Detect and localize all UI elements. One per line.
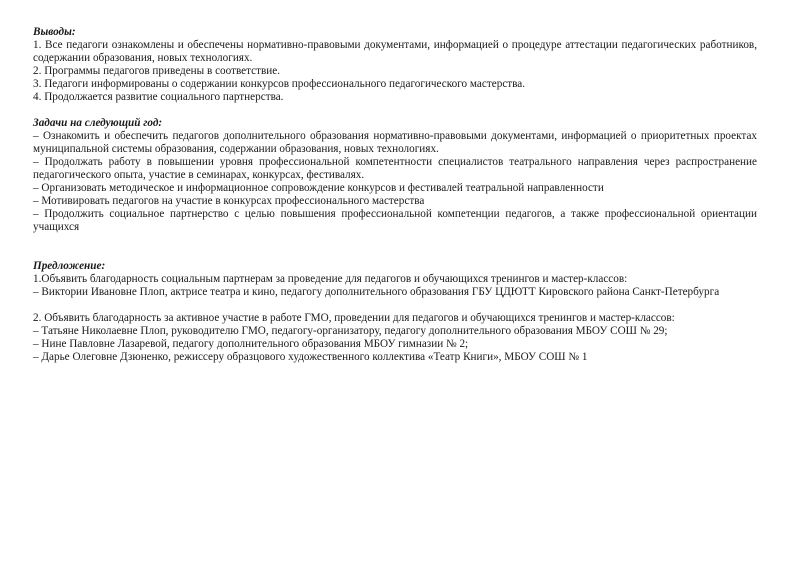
conclusions-section (33, 26, 757, 104)
conclusion-item-4: 4. Продолжается развитие социального партнерства. (33, 91, 284, 103)
tasks-section (33, 117, 757, 234)
tasks-heading: Задачи на следующий год: (33, 117, 163, 129)
conclusion-item-1: 1. Все педагоги ознакомлены и обеспечены нормативно-правовыми документами, информацией о процедуре аттестации педагогических работников, содержании образования, новых технологиях. (33, 39, 757, 64)
conclusion-item-3: 3. Педагоги информированы о содержании конкурсов профессионального педагогического мастерства. (33, 78, 526, 90)
task-item-1: – Ознакомить и обеспечить педагогов дополнительного образования нормативно-правовыми документами, информацией о приоритетных проектах муниципальной системы образования, содержании образования, новых технологиях. (33, 130, 757, 155)
proposal-part2-item-2: – Нине Павловне Лазаревой, педагогу дополнительного образования МБОУ гимназии № 2; (33, 338, 469, 350)
conclusions-heading: Выводы: (33, 26, 76, 38)
proposal-part1-item-1: – Виктории Ивановне Плоп, актрисе театра и кино, педагогу дополнительного образования ГБУ ЦДЮТТ Кировского района Санкт-Петербурга (33, 286, 720, 298)
proposal-section (33, 260, 757, 364)
task-item-2: – Продолжать работу в повышении уровня профессиональной компетентности специалистов театрального направления через распространение педагогического опыта, участие в семинарах, конкурсах, фестивалях. (33, 156, 757, 181)
proposal-part2-item-1: – Татьяне Николаевне Плоп, руководителю ГМО, педагогу-организатору, педагогу дополнительного образования МБОУ СОШ № 29; (33, 325, 668, 337)
proposal-part2-item-3: – Дарье Олеговне Дзюненко, режиссеру образцового художественного коллектива «Театр Книги», МБОУ СОШ № 1 (33, 351, 588, 363)
proposal-part1-title: 1.Объявить благодарность социальным партнерам за проведение для педагогов и обучающихся тренингов и мастер-классов: (33, 273, 628, 285)
document-page (33, 26, 757, 364)
proposal-part2-title: 2. Объявить благодарность за активное участие в работе ГМО, проведении для педагогов и обучающихся тренингов и мастер-классов: (33, 312, 675, 324)
task-item-5: – Продолжить социальное партнерство с целью повышения профессиональной компетенции педагогов, а также профессиональной ориентации учащихся (33, 208, 757, 233)
task-item-3: – Организовать методическое и информационное сопровождение конкурсов и фестивалей театральной направленности (33, 182, 604, 194)
task-item-4: – Мотивировать педагогов на участие в конкурсах профессионального мастерства (33, 195, 425, 207)
proposal-heading: Предложение: (33, 260, 106, 272)
conclusion-item-2: 2. Программы педагогов приведены в соответствие. (33, 65, 281, 77)
